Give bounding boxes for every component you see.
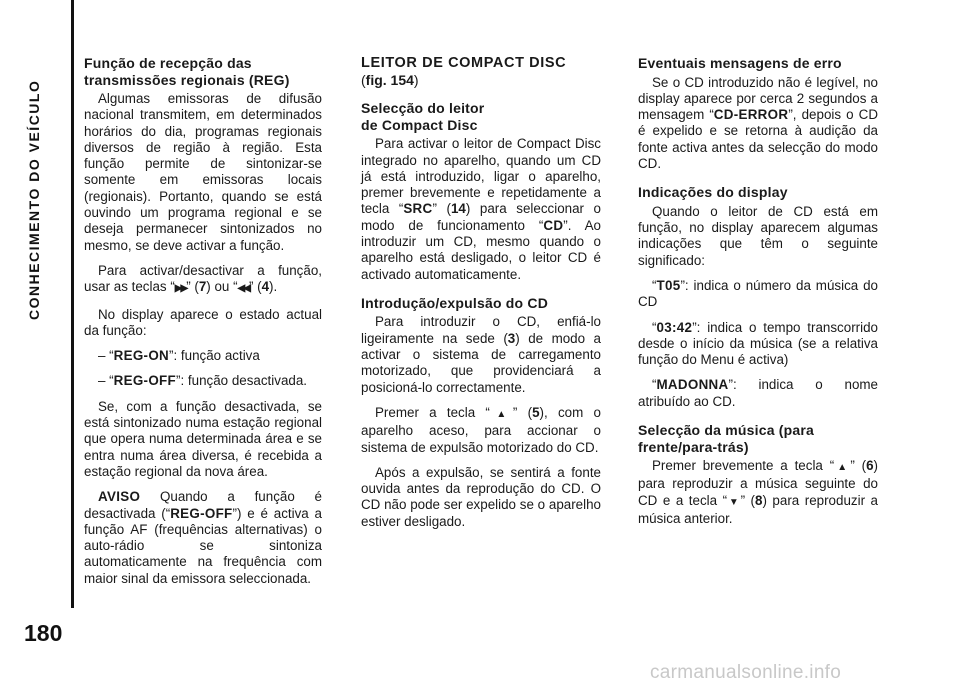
display-indications-heading: Indicações do display: [638, 184, 788, 201]
error-messages-heading: Eventuais mensagens de erro: [638, 55, 842, 71]
display-name-item: [638, 377, 878, 410]
cd-error-label: CD-ERROR: [713, 107, 789, 123]
cd-error-paragraph: [638, 75, 878, 173]
text-run: ) para reproduzir a música seguinte do CD e a tecla “: [638, 458, 878, 508]
text-run: ”, depois o CD é expelido e se retorna à audição da fonte activa antes da selecção do modo CD.: [638, 107, 878, 171]
text-run: ” (: [850, 458, 867, 474]
reg-on-label: REG-ON: [113, 348, 170, 364]
aviso-label: AVISO: [98, 489, 141, 505]
figure-reference: [361, 72, 601, 88]
text-run: Premer a tecla “: [375, 404, 490, 420]
chapter-sidebar: [0, 0, 71, 692]
text-run: ”: função activa: [169, 348, 260, 364]
text-run: Premer brevemente a tecla “: [652, 458, 835, 474]
reg-off-label: REG-OFF: [113, 373, 176, 389]
reg-off-label: REG-OFF: [170, 505, 233, 521]
reg-state-paragraph: No display aparece o estado actual da função:: [84, 306, 322, 338]
text-run: “: [652, 277, 657, 293]
text-run: Para introduzir o CD, enfiá-lo ligeiramente na sede (: [361, 314, 601, 346]
text-run: ), com o aparelho aceso, para accionar o sistema de expulsão motorizado do CD.: [361, 404, 601, 455]
text-run: ”. Ao introduzir um CD, mesmo quando o aparelho está desligado, o leitor CD é activado automaticamente.: [361, 217, 601, 282]
text-run: ” (: [740, 492, 755, 508]
track-select-heading: Selecção da música (para frente/para-trás): [638, 422, 814, 455]
cd-select-heading: Selecção do leitor de Compact Disc: [361, 100, 485, 133]
text-run: ) de modo a activar o sistema de carregamento motorizado, que providenciará a posicioná-lo correctamente.: [361, 330, 601, 395]
key-number: 8: [755, 492, 763, 508]
cd-player-heading: LEITOR DE COMPACT DISC: [361, 55, 567, 71]
display-track-item: [638, 278, 878, 311]
text-run: ) ou “: [206, 279, 238, 295]
key-number: 7: [198, 279, 207, 295]
cd-insert-paragraph: [361, 314, 601, 395]
text-run: ) para reproduzir a música anterior.: [638, 492, 878, 526]
text-run: Para activar o leitor de Compact Disc integrado no aparelho, quando um CD já está introduzido, ligar o aparelho, premer brevemente e repetidamente a tecla “: [361, 136, 601, 217]
key-number: 5: [532, 404, 540, 420]
text-run: (: [361, 72, 366, 88]
column-middle: [361, 55, 601, 539]
track-label: T05: [656, 277, 681, 293]
sidebar-divider: [71, 0, 74, 608]
text-run: Se o CD introduzido não é legível, no display aparece por cerca 2 segundos a mensagem “: [638, 74, 878, 123]
src-label: SRC: [403, 201, 433, 217]
text-run: Quando a função é desactivada (“: [84, 489, 322, 521]
key-number: 3: [507, 330, 516, 346]
text-run: ): [413, 72, 419, 88]
text-run: ”: indica o tempo transcorrido desde o início da música (se a relativa função do Menu é activa): [638, 319, 878, 368]
key-number: 6: [866, 458, 874, 474]
display-intro-paragraph: Quando o leitor de CD está em função, no display aparecem algumas indicações que têm o seguinte significado:: [638, 203, 878, 268]
text-run: ).: [269, 279, 278, 295]
text-run: ” (: [432, 201, 451, 217]
eject-icon: ▲: [489, 408, 513, 420]
text-run: ) para seleccionar o modo de funcionamento “: [361, 201, 602, 233]
reg-area-paragraph: Se, com a função desactivada, se está sintonizado numa estação regional que opera numa determinada área e se entra numa área diversa, é recebida a estação regional da nova área.: [84, 398, 322, 479]
reg-toggle-paragraph: [84, 263, 322, 298]
cd-select-paragraph: [361, 136, 601, 283]
page-number: 180: [24, 620, 63, 646]
text-run: – “: [98, 348, 114, 364]
cd-eject-paragraph: [361, 405, 601, 456]
text-run: – “: [98, 373, 114, 389]
down-arrow-icon: ▼: [727, 496, 741, 508]
watermark: carmanualsonline.info: [650, 662, 842, 683]
reg-intro-paragraph: Algumas emissoras de difusão nacional transmitem, em determinados horários do dia, programas regionais diversos de região à região. Esta função permite de sintonizar-se somente em emissoras locais (regionais). Portanto, quando se está ouvindo um programa regional e se deseja permanecer sintonizados no mesmo, se deve activar a função.: [84, 91, 322, 253]
text-run: ”: função desactivada.: [176, 373, 308, 389]
key-number: 14: [450, 201, 466, 217]
reg-on-item: [84, 348, 322, 364]
cd-name-label: MADONNA: [656, 377, 729, 393]
text-run: ” (: [186, 279, 199, 295]
up-arrow-icon: ▲: [834, 462, 851, 474]
track-select-paragraph: [638, 458, 878, 527]
text-run: ” (: [248, 279, 262, 295]
display-time-item: [638, 320, 878, 369]
text-run: ”: indica o nome atribuído ao CD.: [638, 377, 878, 409]
chapter-title: CONHECIMENTO DO VEÍCULO: [26, 79, 42, 320]
figure-label: fig. 154: [365, 72, 414, 88]
text-run: “: [652, 319, 657, 335]
forward-icon: ▶▶: [174, 283, 187, 295]
text-run: Para activar/desactivar a função, usar as teclas “: [84, 262, 322, 295]
cd-after-eject-paragraph: Após a expulsão, se sentirá a fonte ouvida antes da reprodução do CD. O CD não pode ser expelido se o aparelho estiver desligado.: [361, 464, 601, 529]
time-label: 03:42: [656, 319, 693, 335]
text-run: ”: indica o número da música do CD: [638, 277, 878, 310]
reg-section-heading: Função de recepção das transmissões regionais (REG): [84, 55, 290, 88]
key-number: 4: [261, 279, 270, 295]
text-run: “: [652, 377, 657, 393]
text-run: ” (: [512, 404, 533, 420]
text-run: ”) e é activa a função AF (frequências alternativas) o auto-rádio se sintoniza automaticamente na frequência com maior sinal da emissora seleccionada.: [84, 505, 322, 586]
cd-label: CD: [543, 217, 564, 233]
column-right: [638, 55, 878, 536]
cd-insert-eject-heading: Introdução/expulsão do CD: [361, 294, 549, 311]
column-left: [84, 55, 322, 596]
reg-off-item: [84, 373, 322, 389]
aviso-paragraph: [84, 489, 322, 587]
rewind-icon: ◀◀: [237, 283, 249, 295]
